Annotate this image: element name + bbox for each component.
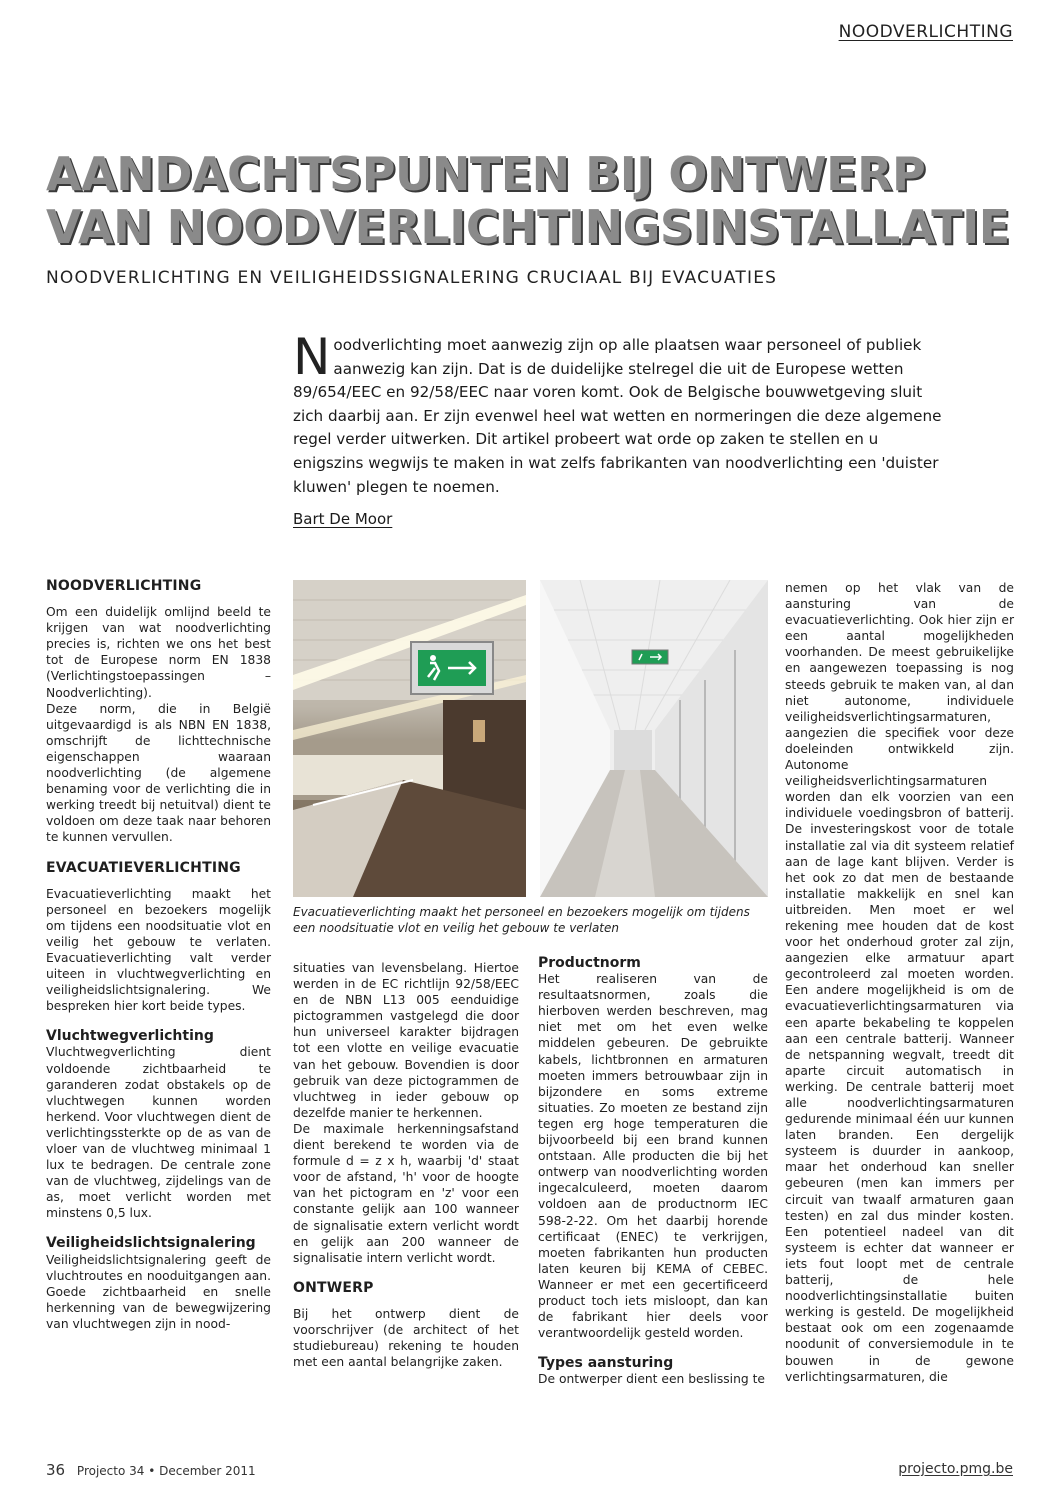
paragraph: Bij het ontwerp dient de voorschrijver (de architect of het studiebureau) rekening te houden met een aantal belangrijke zaken.: [293, 1306, 519, 1370]
photo-caption: Evacuatieverlichting maakt het personeel en bezoekers mogelijk om tijdens een noodsituatie vlot en veilig het gebouw te verlaten: [293, 905, 750, 935]
heading-noodverlichting: NOODVERLICHTING: [46, 578, 202, 594]
footer-url-link[interactable]: projecto.pmg.be: [898, 1461, 1013, 1477]
intro-dropcap: N: [293, 328, 331, 386]
column-3: [538, 955, 768, 1387]
heading-evacuatieverlichting: EVACUATIEVERLICHTING: [46, 859, 241, 876]
paragraph: De ontwerper dient een beslissing te: [538, 1372, 765, 1387]
paragraph: Het realiseren van de resultaatsnormen, zoals die hierboven werden beschreven, mag niet met om het even welke middelen gebeuren. De gebruikte kabels, lichtbronnen en armaturen moeten immers betrouwbaar zijn in bijzondere en soms extreme situaties. Zo moeten ze bestand zijn tegen erg hoge temperaturen die bijvoorbeeld bij een brand kunnen ontstaan. Alle producten die bij het ontwerp van noodverlichting worden ingecalculeerd, moeten daarom voldoen aan de productnorm IEC 598-2-22. Om het daarbij horende certificaat (ENEC) te verkrijgen, moeten fabrikanten hun producten laten keuren bij KEMA of CEBEC. Wanneer er met een gecertificeerd product toch iets misloopt, dan kan de fabrikant hier deels voor verantwoordelijk gesteld worden.: [538, 972, 768, 1341]
section-label: NOODVERLICHTING: [838, 22, 1013, 42]
paragraph: Veiligheidslichtsignalering geeft de vluchtroutes en nooduitgangen aan. Goede zichtbaarheid en snelle herkenning van de bewegwijzering van vluchtwegen zijn in nood-: [46, 1252, 271, 1331]
paragraph: Evacuatieverlichting maakt het personeel en bezoekers mogelijk om tijdens een noodsituatie vlot en veilig het gebouw te verlaten. Evacuatieverlichting valt verder uiteen in vluchtwegverlichting en veiligheidslichtsignalering. We bespreken hier kort beide types.: [46, 886, 271, 1014]
page-number: 36: [46, 1461, 66, 1479]
column-4: [785, 580, 1014, 1385]
column-2: [293, 960, 519, 1370]
author-byline[interactable]: Bart De Moor: [293, 510, 393, 528]
issue-label: Projecto 34 • December 2011: [76, 1464, 256, 1478]
intro-text: oodverlichting moet aanwezig zijn op alle plaatsen waar personeel of publiek aanwezig kan zijn. Dat is de duidelijke stelregel die uit de Europese wetten 89/654/EEC en 92/58/EEC naar voren komt. Ook de Belgische bouwwetgeving sluit zich daarbij aan. Er zijn evenwel heel wat wetten en normeringen die deze algemene regel verder uitwerken. Dit artikel probeert wat orde op zaken te stellen en u enigszins wegwijs te maken in wat zelfs fabrikanten van noodverlichting een 'duister kluwen' plegen te noemen.: [293, 336, 942, 496]
heading-types-aansturing: Types aansturing: [538, 1355, 674, 1372]
heading-vluchtwegverlichting: Vluchtwegverlichting: [46, 1028, 214, 1045]
column-1: [46, 578, 271, 1332]
photo-atrium-exit-sign: [293, 580, 526, 897]
exit-sign-icon: [632, 650, 668, 664]
photo-corridor: [540, 580, 768, 897]
corridor-illustration: [540, 580, 768, 897]
footer-issue: [46, 1461, 256, 1479]
paragraph: Deze norm, die in België uitgevaardigd is als NBN EN 1838, omschrijft de lichttechnische eigenschappen waaraan noodverlichting (de algemene benaming voor de verlichting die in werking treedt bij netuitval) dient te voldoen om deze taak naar behoren te kunnen vervullen.: [46, 701, 271, 845]
headline-line-1: AANDACHTSPUNTEN BIJ ONTWERP: [46, 147, 926, 201]
paragraph: situaties van levensbelang. Hiertoe werden in de EC richtlijn 92/58/EEC en de NBN L13 005 eenduidige pictogrammen vastgelegd die door hun universeel karakter bijdragen tot een vlotte en veilige evacuatie van het gebouw. Bovendien is door gebruik van deze pictogrammen de vluchtweg in ieder gebouw op dezelfde manier te herkennen.: [293, 961, 519, 1120]
paragraph: nemen op het vlak van de aansturing van de evacuatieverlichting. Ook hier zijn er een aantal mogelijkheden voorhanden. De meest gebruikelijke en aangewezen toepassing is nog steeds gebruik te maken van, al dan niet autonome, individuele veiligheidsverlichtingsarmaturen, aangezien die specifiek voor deze doeleinden ontwikkeld zijn. Autonome veiligheidsverlichtingsarmaturen worden dan elk voorzien van een individuele voedingsbron of batterij. De investeringskost voor de totale installatie zal via dit systeem relatief aan de lage kant blijven. Verder is het ook zo dat men de bestaande installatie makkelijk en snel kan uitbreiden. Men moet er wel rekening mee houden dat de kost voor het onderhoud groter zal zijn, aangezien elke armatuur apart gecontroleerd zal moeten worden. Een andere mogelijkheid is om de evacuatieverlichtingsarmaturen via een aparte bekabeling te koppelen aan een centrale batterij. Wanneer de netspanning wegvalt, treedt dit aparte circuit automatisch in werking. De centrale batterij moet alle noodverlichtingsarmaturen gedurende minimaal één uur kunnen laten branden. Een dergelijk systeem is duurder in aankoop, maar het onderhoud kan sneller gebeuren (men kan immers per circuit van twaalf armaturen gaan testen) en zal dus minder kosten. Een potentieel nadeel van dit systeem is echter dat wanneer er iets fout loopt met de centrale batterij, de hele noodverlichtingsinstallatie buiten werking is gesteld. De mogelijkheid bestaat ook om een zogenaamde noodunit of conversiemodule in te bouwen in de gewone verlichtingsarmaturen, die: [785, 581, 1014, 1384]
paragraph: Om een duidelijk omlijnd beeld te krijgen van wat noodverlichting precies is, richten we ons het best tot de Europese norm EN 1838 (Verlichtingstoepassingen – Noodverlichting).: [46, 605, 271, 700]
article-subheadline: NOODVERLICHTING EN VEILIGHEIDSSIGNALERING CRUCIAAL BIJ EVACUATIES: [46, 268, 778, 288]
intro-paragraph: [293, 328, 943, 499]
headline-line-2: VAN NOODVERLICHTINGSINSTALLATIE: [46, 200, 1010, 254]
paragraph: Vluchtwegverlichting dient voldoende zichtbaarheid te garanderen zodat obstakels op de vluchtwegen kunnen worden herkend. Voor vluchtwegen dient de verlichtingssterkte op de as van de vloer van de vluchtweg minimaal 1 lux te bedragen. De centrale zone van de vluchtweg, zijdelings van de as, moet verlicht worden met minstens 0,5 lux.: [46, 1045, 271, 1221]
article-headline: [46, 148, 1026, 254]
heading-productnorm: Productnorm: [538, 955, 641, 971]
heading-ontwerp: ONTWERP: [293, 1279, 374, 1296]
heading-veiligheidslichtsignalering: Veiligheidslichtsignalering: [46, 1235, 256, 1252]
paragraph: De maximale herkenningsafstand dient berekend te worden via de formule d = z x h, waarbij 'd' staat voor de afstand, 'h' voor de hoogte van het pictogram en 'z' voor een constante gelijk aan 100 wanneer de signalisatie extern verlicht wordt en gelijk aan 200 wanneer de signalisatie intern verlicht wordt.: [293, 1121, 519, 1265]
exit-sign-icon: [411, 642, 493, 694]
atrium-illustration: [293, 580, 526, 897]
